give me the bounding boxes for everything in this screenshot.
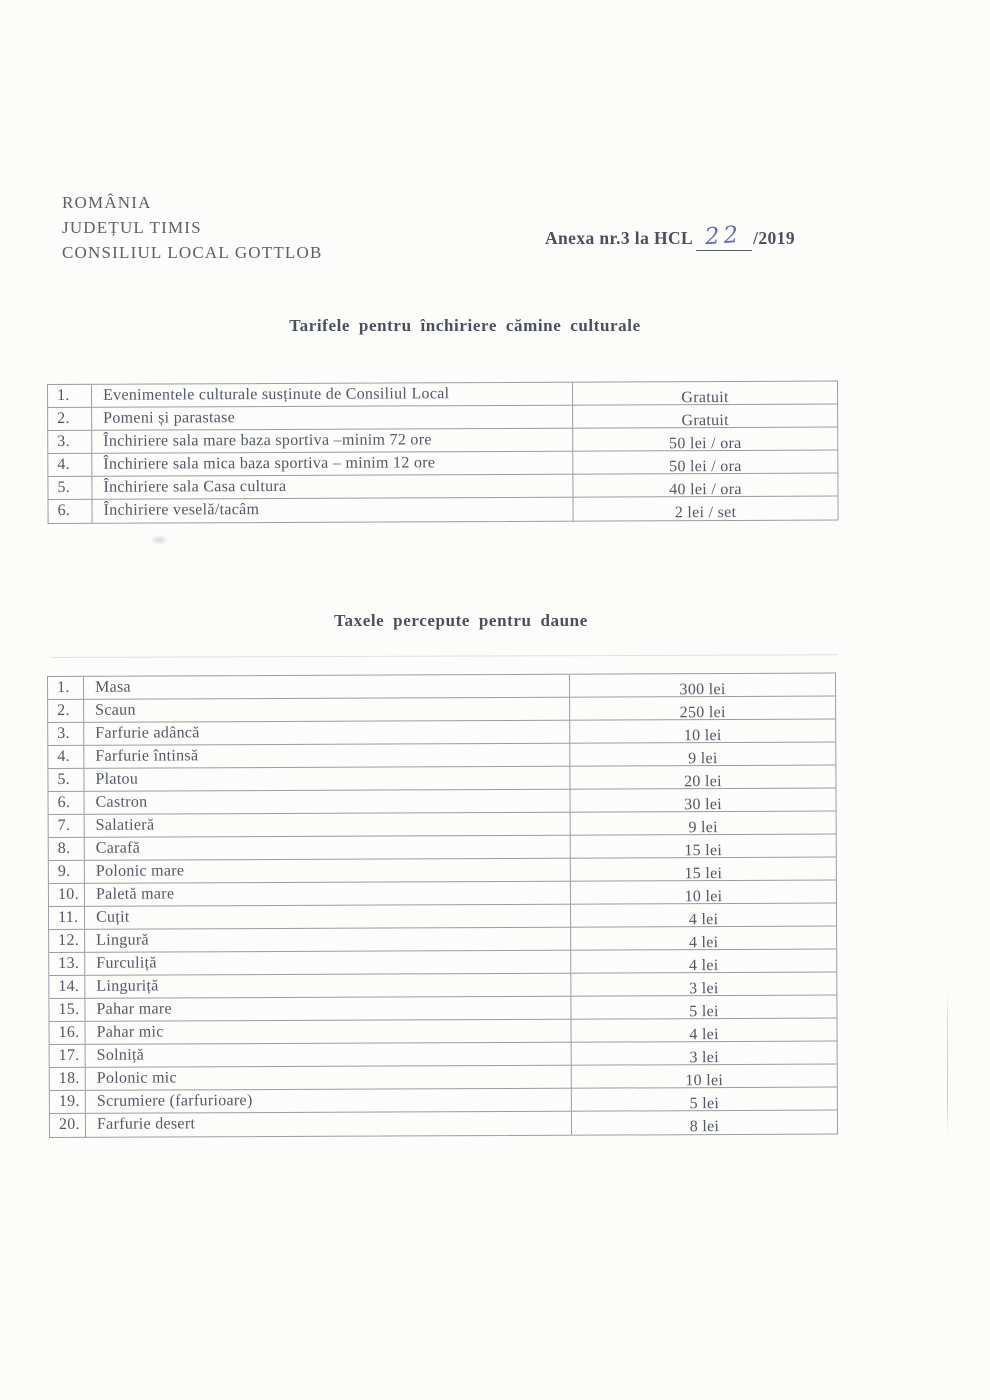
price-cell: 10 lei [570, 881, 836, 905]
price-cell: 5 lei [570, 996, 836, 1020]
table-row [49, 973, 836, 999]
row-number-cell: 6. [49, 792, 85, 814]
price-cell: 30 lei [570, 789, 836, 813]
table-row [48, 428, 837, 454]
table-row [50, 1042, 837, 1068]
price-cell: 8 lei [571, 1111, 837, 1135]
item-name-cell: Farfurie adâncă [95, 724, 200, 742]
row-number-cell: 18. [50, 1068, 86, 1090]
scan-faint-line-artifact [51, 654, 838, 658]
header-country: ROMÂNIA [62, 193, 152, 212]
item-name-cell: Polonic mic [96, 1069, 177, 1087]
table-row [49, 789, 836, 815]
rental-tariffs-table [47, 381, 839, 524]
price-cell: 3 lei [570, 973, 836, 997]
row-number-cell: 5. [48, 769, 84, 791]
item-name-cell: Paletă mare [95, 885, 175, 903]
table-row [49, 812, 836, 838]
table-row [48, 674, 835, 700]
table-row [49, 881, 836, 907]
item-name-cell: Pahar mare [96, 1000, 172, 1018]
table-row [48, 405, 837, 431]
row-number-cell: 2. [48, 700, 84, 722]
price-cell: 9 lei [570, 812, 836, 836]
item-name-cell: Pahar mic [96, 1023, 164, 1041]
price-cell: 10 lei [571, 1065, 837, 1089]
item-name-cell: Furculiță [96, 954, 157, 972]
table-row [48, 382, 837, 408]
price-cell: 5 lei [571, 1088, 837, 1112]
annex-suffix: /2019 [753, 228, 795, 248]
price-cell: 20 lei [569, 766, 835, 790]
item-name-cell: Castron [95, 793, 148, 811]
document-header [62, 190, 323, 265]
row-number-cell: 20. [50, 1114, 86, 1137]
price-cell: 300 lei [569, 674, 835, 698]
price-cell: 50 lei / ora [572, 428, 837, 452]
price-cell: 3 lei [571, 1042, 837, 1066]
handwritten-hcl-number: 22 [704, 221, 744, 251]
table-row [48, 451, 837, 477]
header-county: JUDEȚUL TIMIS [62, 218, 202, 237]
item-name-cell: Salatieră [95, 816, 155, 834]
table-row [50, 1019, 837, 1045]
row-number-cell: 5. [48, 477, 92, 499]
price-cell: 15 lei [570, 835, 836, 859]
row-number-cell: 7. [49, 815, 85, 837]
table-row [49, 858, 836, 884]
row-number-cell: 12. [49, 930, 85, 952]
annex-prefix: Anexa nr.3 la HCL [545, 228, 694, 248]
table-row [49, 927, 836, 953]
annex-reference [545, 221, 795, 251]
scan-edge-line-artifact [947, 988, 948, 1135]
table-row [50, 1065, 837, 1091]
price-cell: 2 lei / set [573, 497, 838, 521]
row-number-cell: 14. [49, 976, 85, 998]
item-name-cell: Închiriere sala mare baza sportiva –minim 72 ore [103, 431, 432, 450]
row-number-cell: 11. [49, 907, 85, 929]
row-number-cell: 9. [49, 861, 85, 883]
row-number-cell: 15. [49, 999, 85, 1021]
table-row [49, 996, 836, 1022]
item-name-cell: Solniță [96, 1046, 145, 1064]
price-cell: 4 lei [571, 1019, 837, 1043]
row-number-cell: 1. [48, 677, 84, 699]
row-number-cell: 4. [48, 454, 92, 476]
item-name-cell: Pomeni și parastase [103, 409, 236, 427]
table-row [48, 743, 835, 769]
price-cell: 4 lei [570, 904, 836, 928]
table-row [49, 835, 836, 861]
item-name-cell: Închiriere sala Casa cultura [103, 477, 287, 496]
table-row [49, 497, 838, 523]
item-name-cell: Lingură [96, 931, 149, 949]
price-cell: Gratuit [572, 405, 837, 429]
price-cell: 50 lei / ora [572, 451, 837, 475]
row-number-cell: 1. [48, 385, 92, 407]
row-number-cell: 13. [49, 953, 85, 975]
row-number-cell: 2. [48, 408, 92, 430]
item-name-cell: Polonic mare [95, 862, 185, 880]
price-cell: 9 lei [569, 743, 835, 767]
row-number-cell: 4. [48, 746, 84, 768]
price-cell: 4 lei [570, 927, 836, 951]
table-row [48, 766, 835, 792]
table-row [48, 697, 835, 723]
header-council: CONSILIUL LOCAL GOTTLOB [62, 243, 323, 262]
table-row [48, 720, 835, 746]
row-number-cell: 3. [48, 723, 84, 745]
row-number-cell: 6. [49, 500, 93, 523]
price-cell: 250 lei [569, 697, 835, 721]
item-name-cell: Evenimentele culturale susținute de Consiliul Local [103, 385, 450, 404]
annex-number-underline [696, 221, 752, 251]
item-name-cell: Închiriere veselă/tacâm [103, 501, 260, 519]
table-row [48, 474, 837, 500]
item-name-cell: Farfurie întinsă [95, 747, 199, 765]
table-row [50, 1088, 837, 1114]
item-name-cell: Linguriță [96, 977, 159, 995]
item-name-cell: Cuțit [96, 908, 130, 926]
item-name-cell: Platou [95, 770, 139, 788]
price-cell: 10 lei [569, 720, 835, 744]
damage-fees-title: Taxele percepute pentru daune [334, 611, 588, 630]
table-row [49, 950, 836, 976]
row-number-cell: 8. [49, 838, 85, 860]
row-number-cell: 16. [50, 1022, 86, 1044]
item-name-cell: Scaun [95, 701, 136, 719]
table-row [49, 904, 836, 930]
price-cell: 40 lei / ora [572, 474, 837, 498]
table-row [50, 1111, 837, 1137]
row-number-cell: 19. [50, 1091, 86, 1113]
item-name-cell: Închiriere sala mica baza sportiva – minim 12 ore [103, 454, 436, 473]
price-cell: Gratuit [572, 382, 837, 406]
row-number-cell: 3. [48, 431, 92, 453]
item-name-cell: Scrumiere (farfurioare) [96, 1092, 253, 1110]
rental-tariffs-title: Tarifele pentru închiriere cămine culturale [289, 316, 641, 335]
price-cell: 15 lei [570, 858, 836, 882]
price-cell: 4 lei [570, 950, 836, 974]
item-name-cell: Masa [95, 678, 131, 696]
row-number-cell: 17. [50, 1045, 86, 1067]
row-number-cell: 10. [49, 884, 85, 906]
item-name-cell: Farfurie desert [96, 1115, 196, 1133]
damage-fees-table [47, 673, 838, 1138]
item-name-cell: Carafă [95, 839, 141, 857]
scan-smudge-artifact [150, 535, 168, 545]
